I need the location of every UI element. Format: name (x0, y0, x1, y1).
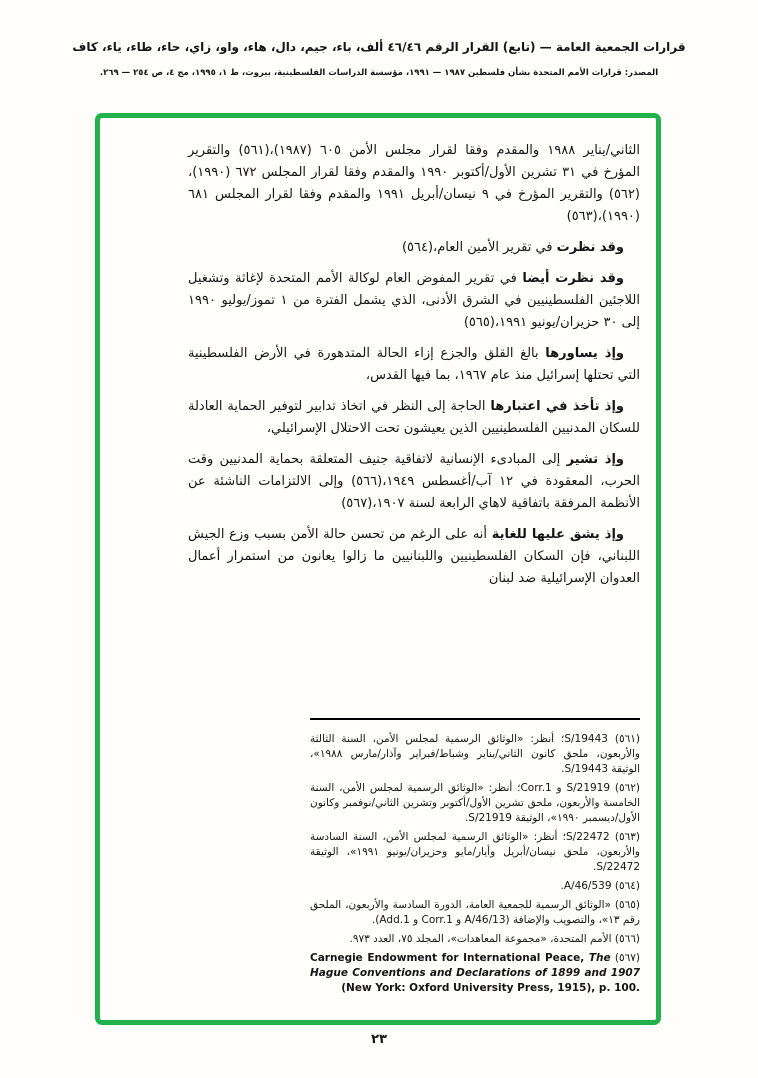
footnotes-section (310, 718, 640, 1000)
paragraph (188, 268, 640, 334)
footnote-text: S/21919 و Corr.1؛ أنظر: «الوثائق الرسمية لمجلس الأمن، السنة الخامسة والأربعون، ملحق تشرين الأول/أكتوبر وتشرين الثاني/نوفمبر وكانون الأول/ديسمبر ١٩٩٠»، الوثيقة S/21919. (310, 782, 640, 824)
paragraph-text: في تقرير المفوض العام لوكالة الأمم المتحدة لإغاثة وتشغيل اللاجئين الفلسطينيين في الشرق الأدنى، الذي يشمل الفترة من ١ تموز/يوليو ١٩٩٠ إلى ٣٠ حزيران/يونيو ١٩٩١،(٥٦٥) (188, 271, 640, 330)
footnote-text: الأمم المتحدة، «مجموعة المعاهدات»، المجلد ٧٥، العدد ٩٧٣. (349, 933, 612, 945)
paragraph (188, 396, 640, 440)
paragraph-lead: وإذ يساورها (545, 346, 624, 361)
footnote-number: (٥٦٥) (614, 899, 640, 911)
paragraph-text: في تقرير الأمين العام،(٥٦٤) (401, 240, 553, 255)
footnote (310, 898, 640, 928)
footnote-number: (٥٦٧) (614, 952, 640, 964)
footnote-text (310, 952, 640, 994)
paragraph (188, 140, 640, 228)
paragraph (188, 449, 640, 515)
paragraph-text: بالغ القلق والجزع إزاء الحالة المتدهورة في الأرض الفلسطينية التي تحتلها إسرائيل منذ عام ١٩٦٧، بما فيها القدس، (188, 346, 640, 383)
footnote (310, 830, 640, 875)
footnote (310, 951, 640, 996)
footnote-number: (٥٦١) (614, 733, 640, 745)
footnote-text: A/46/539. (560, 880, 612, 892)
document-source: المصدر: قرارات الأمم المتحدة بشأن فلسطين ١٩٨٧ — ١٩٩١، مؤسسة الدراسات الفلسطينية، بيروت، ط ١، ١٩٩٥، مج ٤، ص ٢٥٤ — ٢٦٩. (99, 68, 659, 78)
paragraph-lead: وقد نظرت أيضا (522, 271, 624, 286)
paragraph-lead: وإذ تشير (566, 452, 624, 467)
footnote-text-plain: (New York: Oxford University Press, 1915), p. 100. (341, 982, 640, 994)
footnote (310, 879, 640, 894)
paragraph (188, 524, 640, 590)
footnote (310, 932, 640, 947)
page-number: ٢٣ (371, 1032, 387, 1047)
paragraph-text: إلى المبادىء الإنسانية لاتفاقية جنيف المتعلقة بحماية المدنيين وقت الحرب، المعقودة في ١٢ آب/أغسطس ١٩٤٩،(٥٦٦) وإلى الالتزامات الناشئة عن الأنظمة المرفقة باتفاقية لاهاي الرابعة لسنة ١٩٠٧،(٥٦٧) (188, 452, 640, 511)
paragraph-lead: وقد نظرت (556, 240, 624, 255)
footnote-number: (٥٦٢) (614, 782, 641, 794)
paragraph (188, 343, 640, 387)
paragraph-text: الثاني/يناير ١٩٨٨ والمقدم وفقا لقرار مجلس الأمن ٦٠٥ (١٩٨٧)،(٥٦١) والتقرير المؤرخ في ٣١ تشرين الأول/أكتوبر ١٩٩٠ والمقدم وفقا لقرار المجلس ٦٧٢ (١٩٩٠)،(٥٦٢) والتقرير المؤرخ في ٩ نيسان/أبريل ١٩٩١ والمقدم وفقا لقرار المجلس ٦٨١ (١٩٩٠)،(٥٦٣) (188, 143, 640, 224)
footnote-number: (٥٦٤) (614, 880, 640, 892)
footnote-text: S/19443؛ أنظر: «الوثائق الرسمية لمجلس الأمن، السنة الثالثة والأربعون، ملحق كانون الثاني/يناير وشباط/فبراير وآذار/مارس ١٩٨٨»، الوثيقة S/19443. (310, 733, 640, 775)
content-frame (95, 113, 661, 1025)
footnote-number: (٥٦٦) (614, 933, 640, 945)
footnote-text: S/22472؛ أنظر: «الوثائق الرسمية لمجلس الأمن، السنة السادسة والأربعون، ملحق نيسان/أبريل وأيار/مايو وحزيران/يونيو ١٩٩١»، الوثيقة S/22472. (310, 831, 640, 873)
footnote-text: «الوثائق الرسمية للجمعية العامة، الدورة السادسة والأربعون، الملحق رقم ١٣»، والتصويب والإضافة (A/46/13 و Corr.1 و Add.1). (310, 899, 640, 926)
resolution-text (188, 140, 640, 599)
footnote-number: (٥٦٣) (614, 831, 641, 843)
footnote (310, 732, 640, 777)
paragraph-text: الحاجة إلى النظر في اتخاذ تدابير لتوفير الحماية العادلة للسكان المدنيين الفلسطينيين الذين يعيشون تحت الاحتلال الإسرائيلي، (188, 399, 640, 436)
footnote-text-italic: The Hague Conventions and Declarations of 1899 and 1907 (310, 952, 640, 979)
paragraph-lead: وإذ تأخذ في اعتبارها (490, 399, 624, 414)
paragraph-text: أنه على الرغم من تحسن حالة الأمن بسبب وزع الجيش اللبناني، فإن السكان الفلسطينيين واللبنانيين ما زالوا يعانون من استمرار أعمال العدوان الإسرائيلية ضد لبنان (188, 527, 640, 586)
paragraph-lead: وإذ يشق عليها للغاية (491, 527, 624, 542)
document-header: قرارات الجمعية العامة — (تابع) القرار الرقم ٤٦/٤٦ ألف، باء، جيم، دال، هاء، واو، زاي، حاء، طاء، ياء، كاف (72, 40, 686, 54)
footnote (310, 781, 640, 826)
footnote-separator (310, 718, 640, 720)
paragraph (188, 237, 640, 259)
footnote-text-plain: Carnegie Endowment for International Peace, (310, 952, 589, 964)
